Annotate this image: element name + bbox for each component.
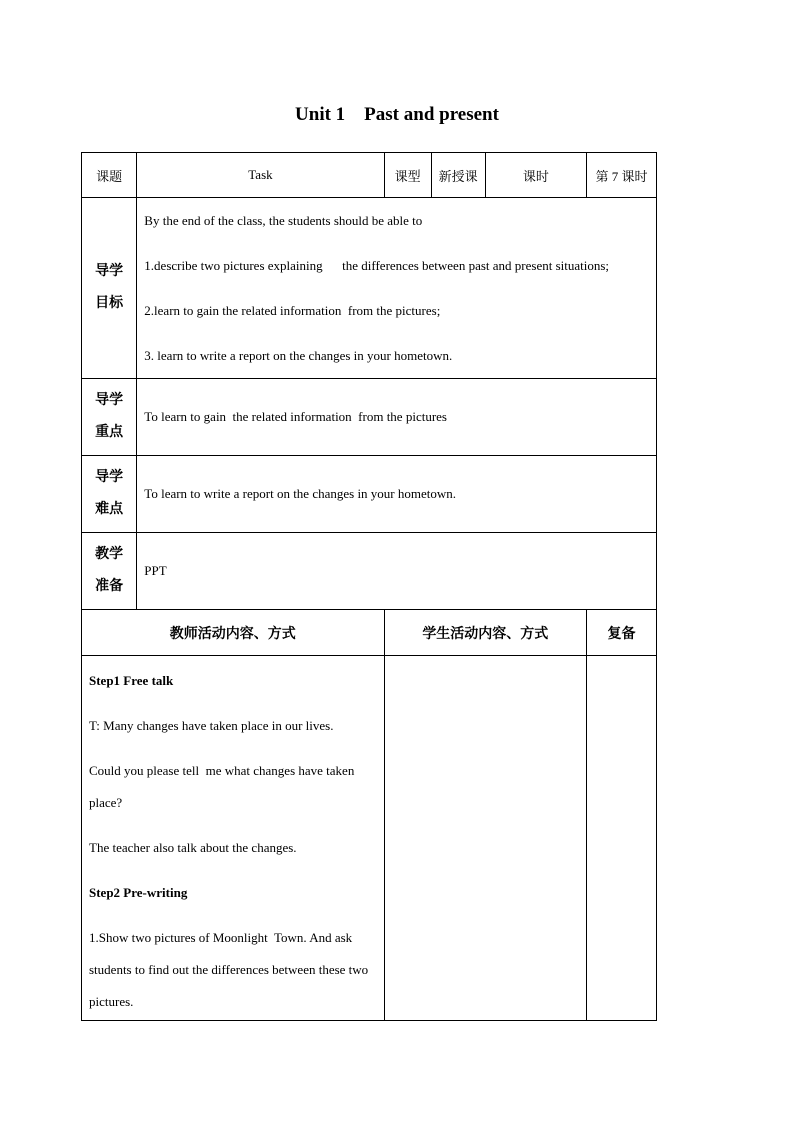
document-title: Unit 1 Past and present	[295, 104, 499, 125]
step1-line1: T: Many changes have taken place in our lives.	[89, 717, 334, 733]
type-label: 课型	[384, 153, 431, 198]
key-points-label-line1: 导学	[95, 393, 124, 408]
preparation-text: PPT	[144, 563, 167, 578]
difficulties-content	[137, 456, 657, 533]
key-points-row	[82, 379, 657, 456]
period-value: 第 7 课时	[587, 153, 657, 198]
key-points-text: To learn to gain the related information from the pictures	[144, 409, 447, 424]
type-value: 新授课	[431, 153, 485, 198]
topic-label: 课题	[82, 153, 137, 198]
student-activities-content	[384, 656, 586, 1021]
difficulties-label-line2: 难点	[95, 502, 124, 517]
step2-line1c: pictures.	[89, 993, 134, 1009]
objective-intro: By the end of the class, the students should be able to	[144, 213, 423, 228]
step2-line1b: students to find out the differences between these two	[89, 961, 369, 977]
activities-header-row	[82, 610, 657, 656]
difficulties-text: To learn to write a report on the changes in your hometown.	[144, 486, 457, 501]
preparation-label	[82, 533, 137, 610]
difficulties-label-line1: 导学	[95, 470, 124, 485]
objective-item-2: 2.learn to gain the related information from the pictures;	[144, 303, 441, 318]
period-label: 课时	[485, 153, 586, 198]
activities-row	[82, 656, 657, 1021]
preparation-label-line1: 教学	[95, 547, 124, 562]
objectives-label	[82, 198, 137, 379]
teacher-activities-header: 教师活动内容、方式	[82, 610, 385, 656]
step1-line2b: place?	[89, 794, 123, 810]
objectives-label-line2: 目标	[95, 296, 124, 311]
student-activities-header: 学生活动内容、方式	[384, 610, 586, 656]
key-points-label-line2: 重点	[95, 425, 124, 440]
teacher-activities-content	[82, 656, 385, 1021]
objectives-content	[137, 198, 657, 379]
objectives-label-line1: 导学	[95, 264, 124, 279]
header-row	[82, 153, 657, 198]
step1-line3: The teacher also talk about the changes.	[89, 839, 297, 855]
objectives-row	[82, 198, 657, 379]
difficulties-row	[82, 456, 657, 533]
step1-line2a: Could you please tell me what changes have taken	[89, 762, 355, 778]
key-points-label	[82, 379, 137, 456]
lesson-plan-table	[81, 152, 657, 1021]
preparation-content	[137, 533, 657, 610]
step1-title: Step1 Free talk	[89, 672, 174, 688]
notes-content	[587, 656, 657, 1021]
preparation-row	[82, 533, 657, 610]
notes-header: 复备	[587, 610, 657, 656]
topic-value: Task	[137, 153, 384, 198]
objective-item-3: 3. learn to write a report on the changes in your hometown.	[144, 348, 453, 363]
step2-line1a: 1.Show two pictures of Moonlight Town. And ask	[89, 929, 353, 945]
key-points-content	[137, 379, 657, 456]
objective-item-1: 1.describe two pictures explaining the differences between past and present situations;	[144, 258, 610, 273]
preparation-label-line2: 准备	[95, 579, 124, 594]
difficulties-label	[82, 456, 137, 533]
step2-title: Step2 Pre-writing	[89, 884, 188, 900]
